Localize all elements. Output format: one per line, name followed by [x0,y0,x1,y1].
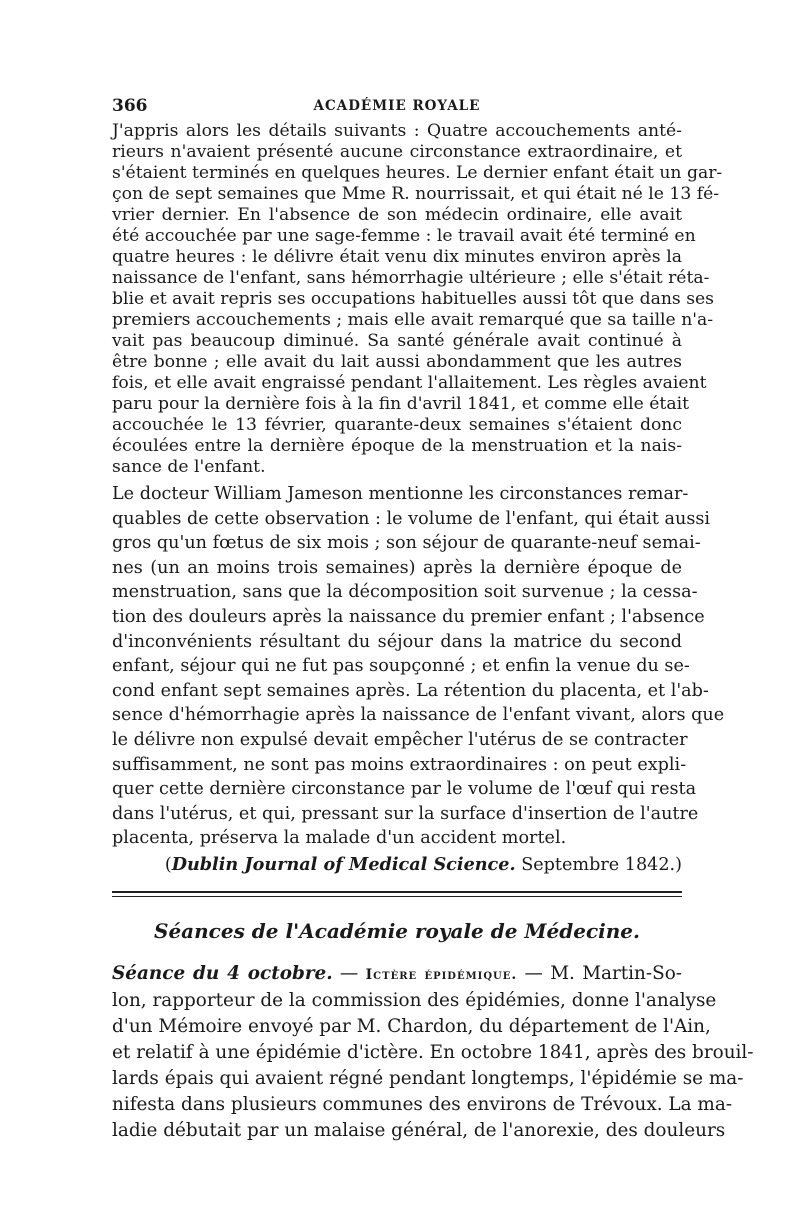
text-line: vait pas beaucoup diminué. Sa santé générale avait continué à [112,331,682,351]
seance-date: Séance du 4 octobre. [112,962,333,984]
citation-date: Septembre 1842. [521,854,676,875]
citation-source: Dublin Journal of Medical Science. [171,853,516,875]
text-line: ladie débutait par un malaise général, de l'anorexie, des douleurs [112,1119,726,1141]
seance-line-rest: — M. Martin-So- [517,962,683,984]
text-line: cond enfant sept semaines après. La rétention du placenta, et l'ab- [112,680,709,701]
text-line: naissance de l'enfant, sans hémorrhagie ultérieure ; elle s'était réta- [112,268,710,288]
text-line [112,961,682,988]
text-line: fois, et elle avait engraissé pendant l'allaitement. Les règles avaient [112,373,707,393]
citation: (Dublin Journal of Medical Science. Septembre 1842.) [164,853,682,875]
text-line: nifesta dans plusieurs communes des environs de Trévoux. La ma- [112,1093,733,1115]
text-line: et relatif à une épidémie d'ictère. En octobre 1841, après des brouil- [112,1041,754,1063]
text-line: premiers accouchements ; mais elle avait remarqué que sa taille n'a- [112,310,714,330]
text-line: accouchée le 13 février, quarante-deux semaines s'étaient donc [112,415,682,435]
text-line: nes (un an moins trois semaines) après la dernière époque de [112,557,682,578]
text-line: tion des douleurs après la naissance du premier enfant ; l'absence [112,606,705,627]
page [112,96,754,1144]
text-line: d'un Mémoire envoyé par M. Chardon, du département de l'Ain, [112,1015,711,1037]
text-line: placenta, préserva la malade d'un accident mortel. [112,828,567,849]
section-divider [112,891,682,897]
text-line: le délivre non expulsé devait empêcher l'utérus de se contracter [112,729,688,750]
text-line: dans l'utérus, et qui, pressant sur la surface d'insertion de l'autre [112,803,699,824]
text-line: gros qu'un fœtus de six mois ; son séjour de quarante-neuf semai- [112,533,701,554]
text-line: J'appris alors les détails suivants : Quatre accouchements anté- [112,121,682,141]
page-number: 366 [112,96,148,116]
text-line: quables de cette observation : le volume de l'enfant, qui était aussi [112,508,710,529]
text-line: été accouchée par une sage-femme : le travail avait été terminé en [112,226,696,246]
paragraph-seance [112,961,754,1144]
text-line: paru pour la dernière fois à la fin d'avril 1841, et comme elle était [112,394,689,414]
text-line: sence d'hémorrhagie après la naissance de l'enfant vivant, alors que [112,705,725,726]
text-line: vrier dernier. En l'absence de son médecin ordinaire, elle avait [112,205,682,225]
seance-topic: Ictère épidémique. [365,966,518,983]
text-line: sance de l'enfant. [112,457,266,477]
text-line: lon, rapporteur de la commission des épidémies, donne l'analyse [112,989,717,1011]
text-line: rieurs n'avaient présenté aucune circonstance extraordinaire, et [112,142,682,162]
text-line: lards épais qui avaient régné pendant longtemps, l'épidémie se ma- [112,1067,744,1089]
text-line: écoulées entre la dernière époque de la menstruation et la nais- [112,436,682,456]
text-line: Le docteur William Jameson mentionne les circonstances remar- [112,484,689,504]
text-line: suffisamment, ne sont pas moins extraordinaires : on peut expli- [112,754,687,775]
text-line: quer cette dernière circonstance par le volume de l'œuf qui resta [112,779,697,800]
running-title: ACADÉMIE ROYALE [313,98,481,114]
text-line: enfant, séjour qui ne fut pas soupçonné ; et enfin la venue du se- [112,656,690,677]
text-line: menstruation, sans que la décomposition soit survenue ; la cessa- [112,582,698,603]
seance-dash: — [332,962,366,984]
page-header [112,96,682,118]
text-line: d'inconvénients résultant du séjour dans la matrice du second [112,631,682,652]
paragraph-observation [112,121,723,478]
text-line: être bonne ; elle avait du lait aussi abondamment que les autres [112,352,682,372]
section-title: Séances de l'Académie royale de Médecine. [154,918,640,943]
text-line: s'étaient terminés en quelques heures. Le dernier enfant était un gar- [112,163,723,183]
text-line: quatre heures : le délivre était venu dix minutes environ après la [112,247,682,267]
text-line: çon de sept semaines que Mme R. nourrissait, et qui était né le 13 fé- [112,184,720,204]
paragraph-commentary [112,482,725,851]
text-line: blie et avait repris ses occupations habituelles aussi tôt que dans ses [112,289,715,309]
